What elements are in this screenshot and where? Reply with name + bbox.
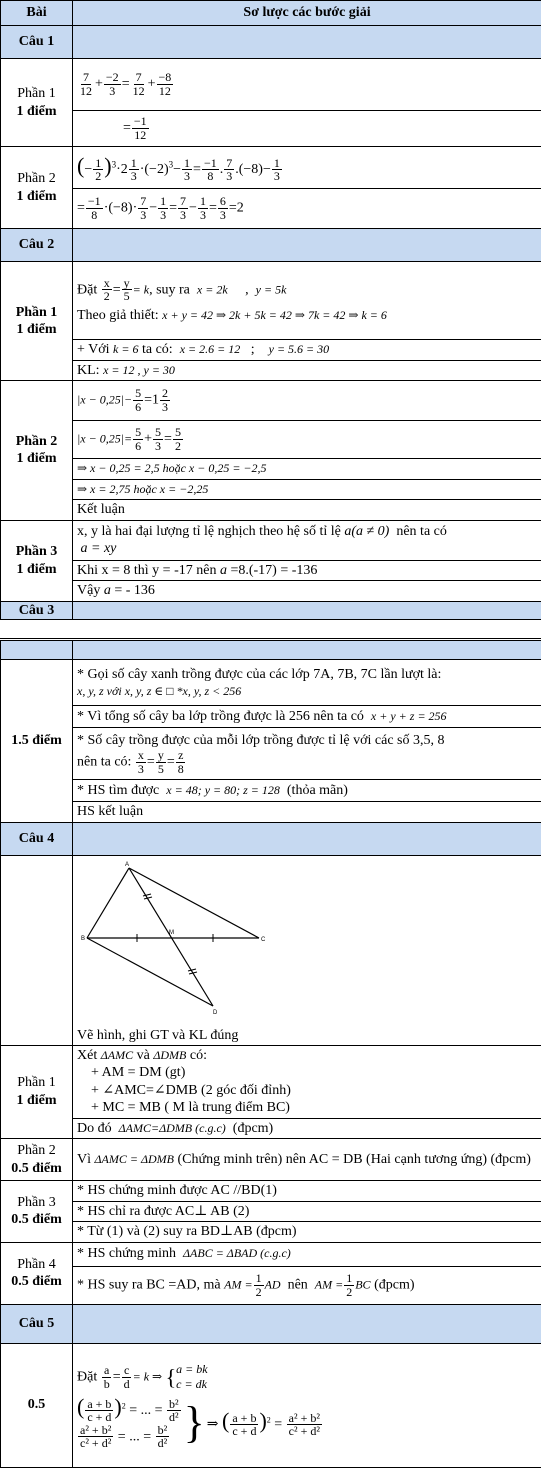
cau1-title: Câu 1 xyxy=(1,26,73,59)
cau2-p2-line1: |x − 0,25|− $\frac{5}{6}$ =1 $\frac{2}{3}$ xyxy=(73,381,541,421)
cau2-p1-row xyxy=(1,262,541,340)
cau5-title: Câu 5 xyxy=(1,1304,73,1343)
cau2-p1-lines: Đặt $\frac{x}{2}$ = $\frac{y}{5}$ = k, suy ra x = 2k , y = 5k Theo giả thiết: x + y = 42 ⇒ 2k + 5k = 42 ⇒ 7k = 42 ⇒ k = 6 xyxy=(73,262,541,340)
cau4-figure-row xyxy=(1,855,541,1045)
label-d: D xyxy=(213,1009,218,1016)
cau5-lines: Đặt $\frac{a}{b}$ = $\frac{c}{d}$ = k ⇒ {a = bk c = dk ( $\frac{a + b}{c + d}$ )$^2$ = ... = $\frac{\text{b²}}{\text{d²}}$ $\frac{\text{a² + b²}}{\text{c² + d²}}$ = ... = $\frac{\text{b²}}{\text{d²}}$ } ⇒ ( $\frac{a + b}{c + d}$ )$^2$ = $\frac{\text{a² + b²}}{\text{c² + d²}}$ xyxy=(73,1343,541,1467)
cau4-p4-line1: * HS chứng minh ΔABC = ΔBAD (c.g.c) xyxy=(73,1242,541,1266)
cau4-p3-row xyxy=(1,1181,541,1202)
cau4-p1-line5: Do đó ΔAMC=ΔDMB (c.g.c) (đpcm) xyxy=(73,1118,541,1139)
segment-ac xyxy=(129,868,259,938)
cau4-p2-line1: Vì ΔAMC = ΔDMB (Chứng minh trên) nên AC = DB (Hai cạnh tương ứng) (đpcm) xyxy=(73,1139,541,1181)
cau4-p1-lines: Xét ΔAMC và ΔDMB có: + AM = DM (gt) + ∠AMC=∠DMB (2 góc đối đỉnh) + MC = MB ( M là trung điểm BC) xyxy=(73,1045,541,1118)
cau1-p1-line2: = $\frac{-1}{12}$ xyxy=(73,111,541,147)
cau4-p4-label: Phần 4 0.5 điểm xyxy=(1,1242,73,1304)
cau2-p3-line3: Khi x = 8 thì y = -17 nên a =8.(-17) = -136 xyxy=(73,560,541,581)
cau2-p3-line1: x, y là hai đại lượng tỉ lệ nghịch theo hệ số tỉ lệ a(a ≠ 0) nên ta có a = xy xyxy=(73,520,541,560)
cau2-title: Câu 2 xyxy=(1,229,73,262)
cau1-p2-label: Phần 2 1 điểm xyxy=(1,147,73,229)
cau4-p2-label: Phần 2 0.5 điểm xyxy=(1,1139,73,1181)
cau1-p2-line2: = $\frac{-1}{8}$ ·(−8)· $\frac{7}{3}$ − $\frac{1}{3}$ = $\frac{7}{3}$ − $\frac{1}{3}$ = $\frac{6}{3}$ =2 xyxy=(73,189,541,229)
label-m: M xyxy=(169,929,174,936)
cau3-line2: * Vì tổng số cây ba lớp trồng được là 256 nên ta có x + y + z = 256 xyxy=(73,706,541,728)
cau4-p3-line1: * HS chứng minh được AC //BD(1) xyxy=(73,1181,541,1202)
cau4-p4-line2: * HS suy ra BC =AD, mà AM = $\frac{1}{2}$ AD nên AM = $\frac{1}{2}$ BC (đpcm) xyxy=(73,1266,541,1304)
cau1-p1-row xyxy=(1,59,541,111)
segment-bd xyxy=(87,938,213,1006)
cau1-row xyxy=(1,26,541,59)
cau2-p2-label: Phần 2 1 điểm xyxy=(1,381,73,521)
cau2-p1-label: Phần 1 1 điểm xyxy=(1,262,73,381)
cau1-p1-label: Phần 1 1 điểm xyxy=(1,59,73,147)
header-bai: Bài xyxy=(1,1,73,26)
cau2-p1-line3: + Với k = 6 ta có: x = 2.6 = 12 ; y = 5.6 = 30 xyxy=(73,340,541,361)
cau4-p1-row xyxy=(1,1045,541,1118)
cau5-row xyxy=(1,1304,541,1343)
label-b: B xyxy=(81,935,86,942)
cau2-p2-line3: ⇒ x − 0,25 = 2,5 hoặc x − 0,25 = −2,5 xyxy=(73,459,541,480)
cau4-p3-label: Phần 3 0.5 điểm xyxy=(1,1181,73,1243)
cau2-p2-line2: |x − 0,25|= $\frac{5}{6}$ + $\frac{5}{3}$ = $\frac{5}{2}$ xyxy=(73,421,541,459)
cau3-body xyxy=(1,660,541,706)
cau2-p2-row xyxy=(1,381,541,421)
cau2-p1-line4: KL: x = 12 , y = 30 xyxy=(73,360,541,381)
cau3-line4: * HS tìm được x = 48; y = 80; z = 128 (thỏa mãn) xyxy=(73,780,541,802)
label-a: A xyxy=(125,861,130,868)
cau3-row xyxy=(1,601,541,620)
segment-ab xyxy=(87,868,129,938)
header-steps: Sơ lược các bước giải xyxy=(73,1,541,26)
cau1-p2-row xyxy=(1,147,541,189)
cau4-figure-cell xyxy=(73,855,541,1045)
cau3-line3: * Số cây trồng được của mỗi lớp trồng được tỉ lệ với các số 3,5, 8 nên ta có: $\frac{x}{3}$ = $\frac{y}{5}$ = $\frac{z}{8}$ xyxy=(73,728,541,780)
cau3-points: 1.5 điểm xyxy=(1,660,73,823)
cau1-p1-line1: $\frac{7}{12}$ + $\frac{-2}{3}$ = $\frac{7}{12}$ + $\frac{-8}{12}$ xyxy=(73,59,541,111)
cau2-p2-line5: Kết luận xyxy=(73,500,541,521)
cau5-points: 0.5 xyxy=(1,1343,73,1467)
cau2-p2-line4: ⇒ x = 2,75 hoặc x = −2,25 xyxy=(73,479,541,500)
cau4-p3-line2: * HS chỉ ra được AC⊥ AB (2) xyxy=(73,1201,541,1222)
cau3-title: Câu 3 xyxy=(1,601,73,620)
table-header xyxy=(1,1,541,26)
cau2-p3-line4: Vậy a = - 136 xyxy=(73,581,541,602)
cau2-p3-row xyxy=(1,520,541,560)
cau3-line5: HS kết luận xyxy=(73,802,541,823)
cau2-p3-label: Phần 3 1 điểm xyxy=(1,520,73,601)
cau4-p4-row xyxy=(1,1242,541,1266)
figure-caption: Vẽ hình, ghi GT và KL đúng xyxy=(77,1028,239,1043)
cau4-title: Câu 4 xyxy=(1,822,73,855)
label-c: C xyxy=(261,936,266,943)
segment-ad xyxy=(129,868,213,1006)
cau5-body xyxy=(1,1343,541,1467)
cau4-p3-line3: * Từ (1) và (2) suy ra BD⊥AB (đpcm) xyxy=(73,1222,541,1243)
cau3-line1: * Gọi số cây xanh trồng được của các lớp 7A, 7B, 7C lần lượt là: x, y, z với x, y, z ∈ □ *x, y, z < 256 xyxy=(73,660,541,706)
tick-am-1 xyxy=(143,894,151,896)
cau4-p2-row xyxy=(1,1139,541,1181)
cau4-row xyxy=(1,822,541,855)
cau1-p2-line1: (− $\frac{1}{2}$ )$^3$·2 $\frac{1}{3}$ $\cdot(-2)^3-$ $\frac{1}{3}$ = $\frac{-1}{8}$ . $\frac{7}{3}$ .(−8)− $\frac{1}{3}$ xyxy=(73,147,541,189)
cau4-p1-label: Phần 1 1 điểm xyxy=(1,1045,73,1139)
triangle-figure xyxy=(73,856,538,1022)
cau2-row xyxy=(1,229,541,262)
